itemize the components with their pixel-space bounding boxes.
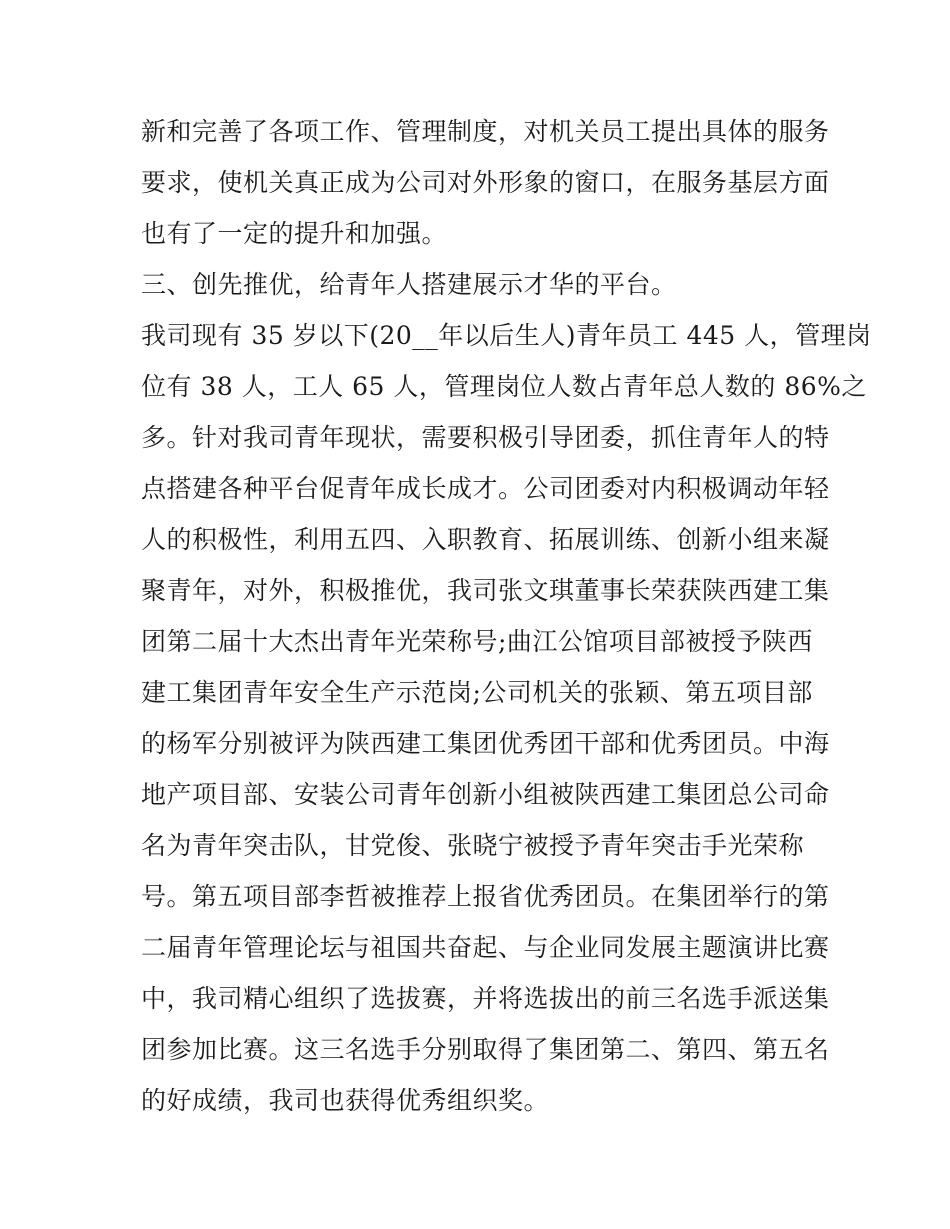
text-line-2: 要求，使机关真正成为公司对外形象的窗口，在服务基层方面: [141, 168, 830, 197]
text-line-7: 多。针对我司青年现状，需要积极引导团委，抓住青年人的特: [141, 423, 830, 452]
text-line-14: 地产项目部、安装公司青年创新小组被陕西建工集团总公司命: [141, 780, 830, 809]
text-line-19: 团参加比赛。这三名选手分别取得了集团第二、第四、第五名: [141, 1035, 830, 1064]
text-line-13: 的杨军分别被评为陕西建工集团优秀团干部和优秀团员。中海: [141, 729, 830, 758]
text-line-8: 点搭建各种平台促青年成长成才。公司团委对内积极调动年轻: [141, 474, 830, 503]
text-line-9: 人的积极性，利用五四、入职教育、拓展训练、创新小组来凝: [141, 525, 830, 554]
text-line-18: 中，我司精心组织了选拔赛，并将选拔出的前三名选手派送集: [141, 984, 830, 1013]
text-line-16: 号。第五项目部李哲被推荐上报省优秀团员。在集团举行的第: [141, 882, 830, 911]
text-line-17: 二届青年管理论坛与祖国共奋起、与企业同发展主题演讲比赛: [141, 933, 830, 962]
text-line-3: 也有了一定的提升和加强。: [141, 219, 448, 248]
text-line-11: 团第二届十大杰出青年光荣称号;曲江公馆项目部被授予陕西: [141, 627, 813, 656]
text-line-10: 聚青年，对外，积极推优，我司张文琪董事长荣获陕西建工集: [141, 576, 830, 605]
text-line-1: 新和完善了各项工作、管理制度，对机关员工提出具体的服务: [141, 117, 830, 146]
text-line-6: 位有 38 人，工人 65 人，管理岗位人数占青年总人数的 86%之: [141, 372, 867, 401]
text-line-15: 名为青年突击队，甘党俊、张晓宁被授予青年突击手光荣称: [141, 831, 805, 860]
text-line-5: 我司现有 35 岁以下(20__年以后生人)青年员工 445 人，管理岗: [141, 321, 872, 350]
section-heading: 三、创先推优，给青年人搭建展示才华的平台。: [141, 270, 677, 299]
text-line-20: 的好成绩，我司也获得优秀组织奖。: [141, 1086, 550, 1115]
text-line-12: 建工集团青年安全生产示范岗;公司机关的张颖、第五项目部: [141, 678, 813, 707]
body-text: [141, 106, 872, 1126]
